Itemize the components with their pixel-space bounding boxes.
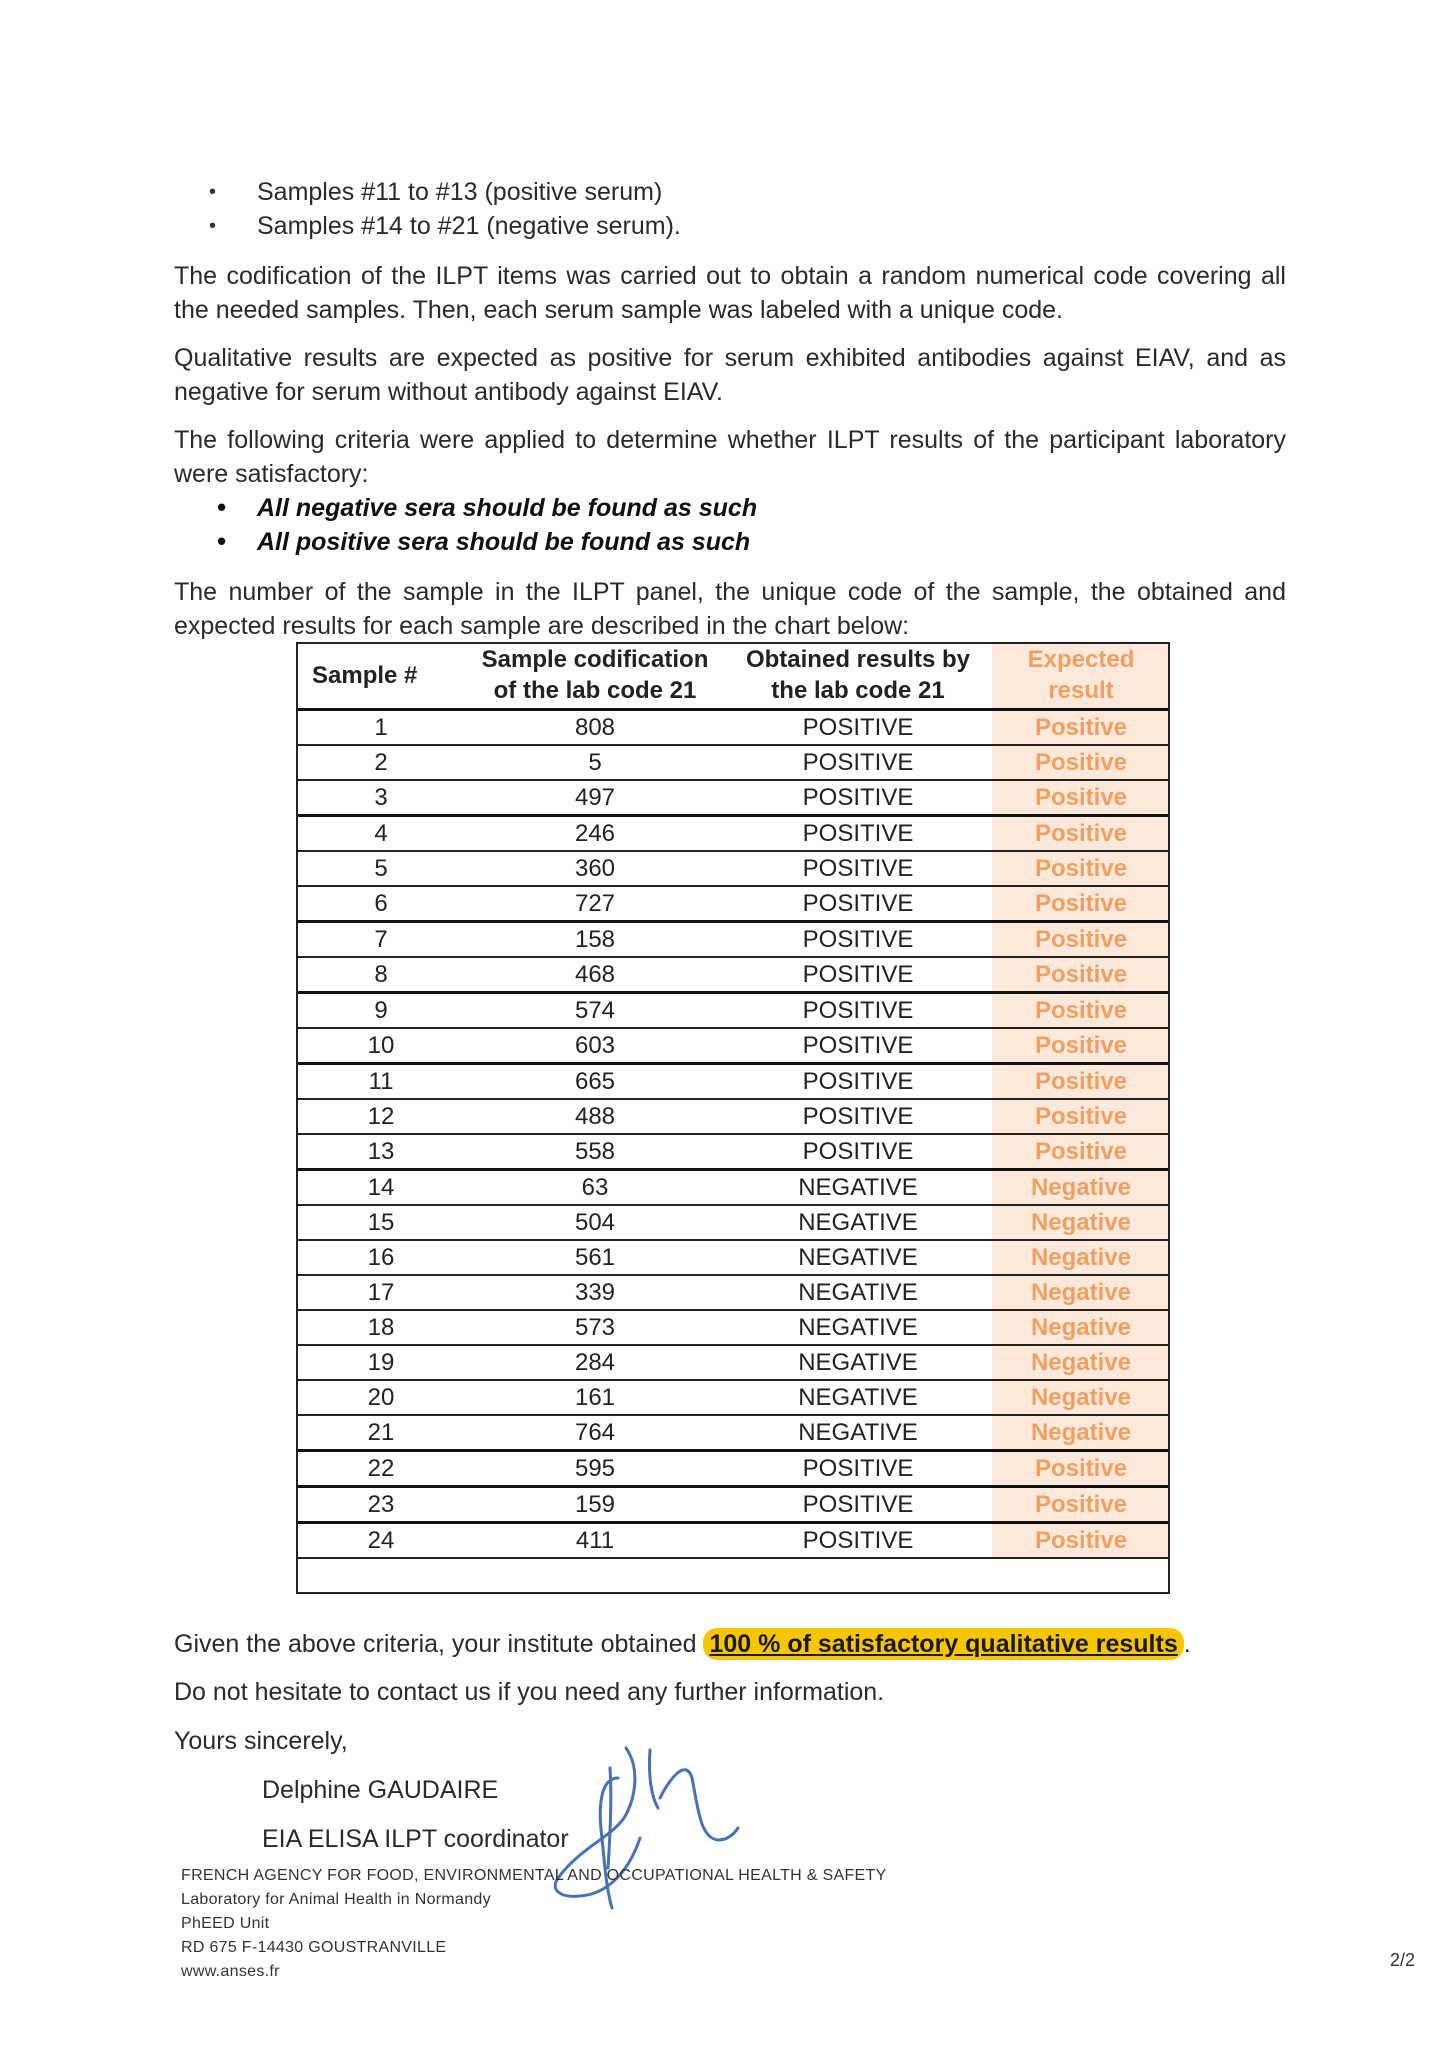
table-row <box>296 1487 1170 1523</box>
cell-expected-result: Positive <box>992 780 1170 816</box>
cell-sample-code: 339 <box>466 1275 724 1310</box>
cell-sample-number: 17 <box>296 1275 466 1310</box>
cell-sample-number: 14 <box>296 1170 466 1206</box>
page-number: 2/2 <box>1390 1950 1416 1970</box>
cell-expected-result: Negative <box>992 1205 1170 1240</box>
cell-sample-number: 2 <box>296 745 466 780</box>
cell-obtained-result: POSITIVE <box>724 1487 992 1523</box>
cell-obtained-result: POSITIVE <box>724 851 992 886</box>
cell-expected-result: Positive <box>992 1099 1170 1134</box>
cell-obtained-result: NEGATIVE <box>724 1380 992 1415</box>
footer-lab: Laboratory for Animal Health in Normandy <box>181 1891 491 1908</box>
cell-expected-result: Positive <box>992 1064 1170 1100</box>
header-codification-line2: of the lab code 21 <box>493 677 697 704</box>
results-table <box>296 642 1170 1559</box>
cell-sample-code: 574 <box>466 993 724 1029</box>
table-row <box>296 1523 1170 1559</box>
cell-sample-number: 22 <box>296 1451 466 1487</box>
header-sample: Sample # <box>296 642 466 710</box>
header-codification <box>466 642 724 710</box>
cell-sample-number: 3 <box>296 780 466 816</box>
cell-expected-result: Positive <box>992 745 1170 780</box>
header-obtained-line2: the lab code 21 <box>771 677 945 704</box>
cell-obtained-result: NEGATIVE <box>724 1240 992 1275</box>
cell-sample-number: 16 <box>296 1240 466 1275</box>
cell-sample-number: 24 <box>296 1523 466 1559</box>
header-expected-line1: Expected <box>1027 646 1135 673</box>
cell-sample-number: 20 <box>296 1380 466 1415</box>
cell-sample-number: 12 <box>296 1099 466 1134</box>
cell-obtained-result: POSITIVE <box>724 922 992 958</box>
cell-obtained-result: POSITIVE <box>724 745 992 780</box>
table-row <box>296 1451 1170 1487</box>
cell-expected-result: Positive <box>992 1451 1170 1487</box>
table-row <box>296 1240 1170 1275</box>
table-row <box>296 1310 1170 1345</box>
cell-obtained-result: NEGATIVE <box>724 1415 992 1451</box>
table-row <box>296 1134 1170 1170</box>
table-row <box>296 1064 1170 1100</box>
cell-sample-code: 561 <box>466 1240 724 1275</box>
cell-sample-number: 4 <box>296 816 466 852</box>
list-item: • Samples #11 to #13 (positive serum) <box>205 175 681 209</box>
cell-expected-result: Positive <box>992 710 1170 746</box>
table-row <box>296 816 1170 852</box>
table-header-row <box>296 642 1170 710</box>
header-expected-line2: result <box>1048 677 1114 704</box>
cell-obtained-result: POSITIVE <box>724 957 992 993</box>
cell-expected-result: Positive <box>992 886 1170 922</box>
cell-obtained-result: POSITIVE <box>724 1028 992 1064</box>
list-item: • Samples #14 to #21 (negative serum). <box>205 209 681 243</box>
cell-expected-result: Negative <box>992 1240 1170 1275</box>
table-row <box>296 957 1170 993</box>
cell-sample-code: 573 <box>466 1310 724 1345</box>
cell-obtained-result: POSITIVE <box>724 1064 992 1100</box>
cell-sample-code: 468 <box>466 957 724 993</box>
cell-expected-result: Negative <box>992 1310 1170 1345</box>
table-row <box>296 1345 1170 1380</box>
cell-sample-code: 558 <box>466 1134 724 1170</box>
table-row <box>296 922 1170 958</box>
cell-sample-number: 13 <box>296 1134 466 1170</box>
table-row <box>296 1099 1170 1134</box>
criteria-list <box>205 491 757 559</box>
table-row <box>296 1275 1170 1310</box>
codification-paragraph: The codification of the ILPT items was carried out to obtain a random numerical code covering all the needed samples. Then, each serum sample was labeled with a unique code. <box>174 262 1286 324</box>
closing-line: Yours sincerely, <box>174 1727 348 1755</box>
qualitative-paragraph: Qualitative results are expected as positive for serum exhibited antibodies against EIAV, and as negative for serum without antibody against EIAV. <box>174 344 1286 406</box>
cell-expected-result: Positive <box>992 1134 1170 1170</box>
cell-sample-number: 21 <box>296 1415 466 1451</box>
header-codification-line1: Sample codification <box>481 646 709 673</box>
cell-sample-code: 497 <box>466 780 724 816</box>
cell-expected-result: Positive <box>992 957 1170 993</box>
signatory-role: EIA ELISA ILPT coordinator <box>262 1825 569 1853</box>
cell-sample-code: 159 <box>466 1487 724 1523</box>
cell-expected-result: Negative <box>992 1415 1170 1451</box>
cell-sample-code: 504 <box>466 1205 724 1240</box>
cell-sample-code: 488 <box>466 1099 724 1134</box>
cell-sample-number: 23 <box>296 1487 466 1523</box>
header-obtained <box>724 642 992 710</box>
cell-sample-code: 764 <box>466 1415 724 1451</box>
cell-sample-code: 808 <box>466 710 724 746</box>
cell-sample-code: 158 <box>466 922 724 958</box>
table-row <box>296 993 1170 1029</box>
table-intro-paragraph: The number of the sample in the ILPT panel, the unique code of the sample, the obtained and expected results for each sample are described in the chart below: <box>174 578 1286 640</box>
cell-obtained-result: NEGATIVE <box>724 1345 992 1380</box>
cell-obtained-result: NEGATIVE <box>724 1205 992 1240</box>
cell-sample-code: 411 <box>466 1523 724 1559</box>
cell-sample-code: 246 <box>466 816 724 852</box>
cell-obtained-result: NEGATIVE <box>724 1275 992 1310</box>
cell-sample-code: 603 <box>466 1028 724 1064</box>
footer-address: RD 675 F-14430 GOUSTRANVILLE <box>181 1939 447 1956</box>
cell-sample-number: 19 <box>296 1345 466 1380</box>
cell-sample-code: 63 <box>466 1170 724 1206</box>
cell-obtained-result: POSITIVE <box>724 1099 992 1134</box>
contact-line: Do not hesitate to contact us if you need any further information. <box>174 1678 885 1706</box>
table-row <box>296 710 1170 746</box>
footer-unit: PhEED Unit <box>181 1915 270 1932</box>
cell-expected-result: Positive <box>992 922 1170 958</box>
cell-obtained-result: NEGATIVE <box>724 1310 992 1345</box>
cell-expected-result: Negative <box>992 1275 1170 1310</box>
cell-sample-code: 665 <box>466 1064 724 1100</box>
conclusion-line <box>174 1627 1324 1661</box>
list-item: • All positive sera should be found as such <box>205 525 757 559</box>
table-row <box>296 886 1170 922</box>
cell-expected-result: Positive <box>992 993 1170 1029</box>
cell-obtained-result: POSITIVE <box>724 816 992 852</box>
cell-sample-number: 5 <box>296 851 466 886</box>
footer-agency: FRENCH AGENCY FOR FOOD, ENVIRONMENTAL AND OCCUPATIONAL HEALTH & SAFETY <box>181 1867 887 1884</box>
table-row <box>296 851 1170 886</box>
cell-sample-code: 5 <box>466 745 724 780</box>
cell-sample-code: 161 <box>466 1380 724 1415</box>
cell-sample-number: 15 <box>296 1205 466 1240</box>
cell-expected-result: Positive <box>992 1028 1170 1064</box>
footer-website[interactable]: www.anses.fr <box>181 1963 280 1980</box>
cell-sample-number: 10 <box>296 1028 466 1064</box>
cell-sample-number: 9 <box>296 993 466 1029</box>
cell-expected-result: Positive <box>992 816 1170 852</box>
cell-sample-number: 6 <box>296 886 466 922</box>
table-row <box>296 1380 1170 1415</box>
cell-sample-number: 7 <box>296 922 466 958</box>
header-obtained-line1: Obtained results by <box>745 646 971 673</box>
conclusion-prefix: Given the above criteria, your institute obtained <box>174 1630 697 1658</box>
cell-sample-code: 284 <box>466 1345 724 1380</box>
results-table-body <box>296 710 1170 1559</box>
table-row <box>296 1205 1170 1240</box>
cell-obtained-result: POSITIVE <box>724 993 992 1029</box>
cell-sample-number: 18 <box>296 1310 466 1345</box>
cell-expected-result: Negative <box>992 1380 1170 1415</box>
cell-obtained-result: POSITIVE <box>724 1451 992 1487</box>
cell-sample-code: 595 <box>466 1451 724 1487</box>
list-item: • All negative sera should be found as such <box>205 491 757 525</box>
cell-expected-result: Positive <box>992 1523 1170 1559</box>
cell-sample-code: 727 <box>466 886 724 922</box>
cell-expected-result: Negative <box>992 1170 1170 1206</box>
conclusion-highlight: 100 % of satisfactory qualitative results <box>703 1628 1183 1660</box>
cell-obtained-result: POSITIVE <box>724 710 992 746</box>
cell-obtained-result: POSITIVE <box>724 780 992 816</box>
table-row <box>296 1028 1170 1064</box>
table-row <box>296 780 1170 816</box>
table-row <box>296 745 1170 780</box>
cell-sample-number: 8 <box>296 957 466 993</box>
cell-sample-number: 11 <box>296 1064 466 1100</box>
criteria-intro-paragraph: The following criteria were applied to determine whether ILPT results of the participant laboratory were satisfactory: <box>174 426 1286 488</box>
cell-expected-result: Positive <box>992 1487 1170 1523</box>
table-row <box>296 1170 1170 1206</box>
table-row <box>296 1415 1170 1451</box>
cell-obtained-result: POSITIVE <box>724 1523 992 1559</box>
header-expected <box>992 642 1170 710</box>
signatory-name: Delphine GAUDAIRE <box>262 1776 499 1804</box>
footer-block <box>181 1864 887 1984</box>
cell-sample-code: 360 <box>466 851 724 886</box>
cell-obtained-result: POSITIVE <box>724 1134 992 1170</box>
conclusion-suffix: . <box>1183 1630 1191 1658</box>
cell-expected-result: Positive <box>992 851 1170 886</box>
cell-sample-number: 1 <box>296 710 466 746</box>
cell-obtained-result: NEGATIVE <box>724 1170 992 1206</box>
cell-obtained-result: POSITIVE <box>724 886 992 922</box>
cell-expected-result: Negative <box>992 1345 1170 1380</box>
sample-range-list <box>205 175 681 243</box>
